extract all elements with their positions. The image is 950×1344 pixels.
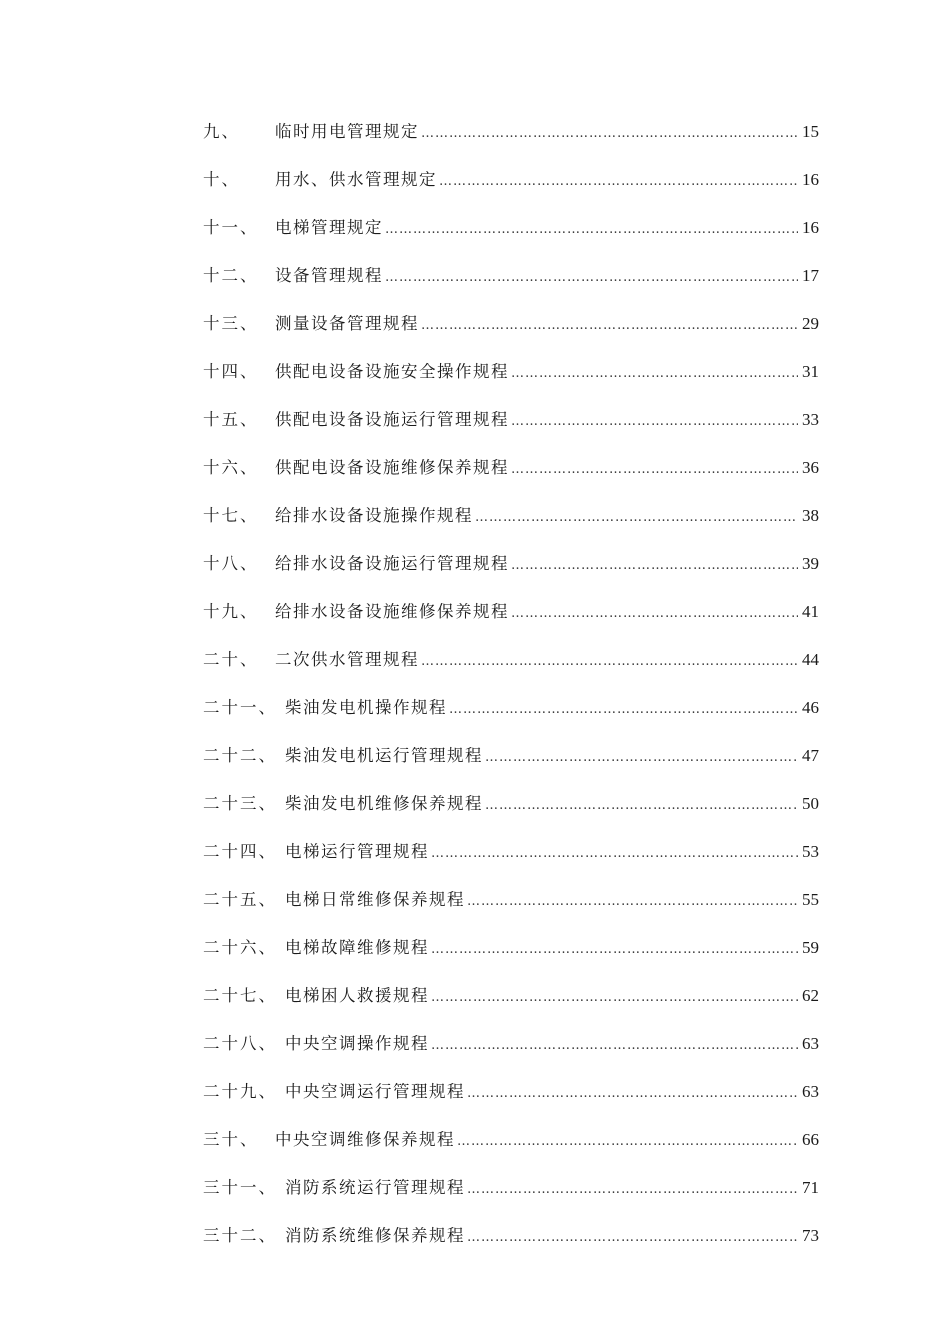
toc-entry-number: 十五、: [203, 410, 259, 429]
toc-entry-title: 测量设备管理规程: [275, 314, 419, 333]
toc-entry-page: 44: [802, 650, 819, 669]
toc-entry-number: 二十六、: [203, 938, 277, 957]
toc-entry-page: 62: [802, 986, 819, 1005]
toc-entry[interactable]: [203, 972, 819, 1020]
toc-dot-leader: [431, 830, 798, 878]
toc-dot-leader: [511, 446, 798, 494]
toc-dot-leader: [467, 1214, 798, 1262]
toc-entry[interactable]: [203, 300, 819, 348]
toc-entry[interactable]: [203, 588, 819, 636]
toc-dot-leader: [439, 158, 798, 206]
toc-entry-number: 九、: [203, 122, 240, 141]
toc-entry-number: 十二、: [203, 266, 259, 285]
toc-dot-leader: [385, 254, 798, 302]
toc-entry-title: 给排水设备设施操作规程: [275, 506, 473, 525]
toc-entry-title: 供配电设备设施维修保养规程: [275, 458, 509, 477]
toc-entry-title: 中央空调运行管理规程: [285, 1082, 465, 1101]
toc-entry-number: 十四、: [203, 362, 259, 381]
toc-entry-number: 二十一、: [203, 698, 277, 717]
toc-entry[interactable]: [203, 204, 819, 252]
toc-dot-leader: [449, 686, 798, 734]
toc-dot-leader: [421, 638, 798, 686]
toc-entry-title: 中央空调维修保养规程: [275, 1130, 455, 1149]
toc-dot-leader: [431, 926, 798, 974]
toc-entry-number: 三十、: [203, 1130, 259, 1149]
toc-entry[interactable]: [203, 108, 819, 156]
toc-dot-leader: [485, 734, 798, 782]
toc-entry[interactable]: [203, 876, 819, 924]
toc-entry[interactable]: [203, 1020, 819, 1068]
toc-entry-page: 63: [802, 1034, 819, 1053]
toc-entry[interactable]: [203, 444, 819, 492]
toc-entry-page: 66: [802, 1130, 819, 1149]
toc-dot-leader: [431, 974, 798, 1022]
toc-entry-page: 73: [802, 1226, 819, 1245]
toc-entry-title: 供配电设备设施安全操作规程: [275, 362, 509, 381]
toc-entry[interactable]: [203, 348, 819, 396]
toc-entry-page: 53: [802, 842, 819, 861]
toc-dot-leader: [457, 1118, 798, 1166]
toc-entry-title: 临时用电管理规定: [275, 122, 419, 141]
toc-entry-page: 16: [802, 218, 819, 237]
toc-entry[interactable]: [203, 1068, 819, 1116]
toc-dot-leader: [475, 494, 798, 542]
toc-entry-number: 十三、: [203, 314, 259, 333]
toc-entry-number: 十一、: [203, 218, 259, 237]
toc-entry-page: 16: [802, 170, 819, 189]
toc-dot-leader: [421, 302, 798, 350]
toc-entry-number: 二十七、: [203, 986, 277, 1005]
toc-dot-leader: [511, 350, 798, 398]
toc-entry-title: 电梯日常维修保养规程: [285, 890, 465, 909]
toc-entry-number: 十九、: [203, 602, 259, 621]
toc-dot-leader: [467, 1070, 798, 1118]
toc-entry-title: 电梯运行管理规程: [285, 842, 429, 861]
toc-entry[interactable]: [203, 252, 819, 300]
toc-entry[interactable]: [203, 924, 819, 972]
toc-entry[interactable]: [203, 1164, 819, 1212]
toc-entry-number: 三十一、: [203, 1178, 277, 1197]
toc-entry-title: 电梯困人救援规程: [285, 986, 429, 1005]
toc-entry-number: 二十二、: [203, 746, 277, 765]
toc-dot-leader: [485, 782, 798, 830]
toc-entry-number: 十八、: [203, 554, 259, 573]
toc-entry[interactable]: [203, 780, 819, 828]
toc-entry-title: 给排水设备设施运行管理规程: [275, 554, 509, 573]
toc-entry[interactable]: [203, 540, 819, 588]
toc-entry-page: 31: [802, 362, 819, 381]
toc-entry-page: 59: [802, 938, 819, 957]
toc-entry[interactable]: [203, 684, 819, 732]
toc-dot-leader: [467, 1166, 798, 1214]
toc-entry-page: 47: [802, 746, 819, 765]
toc-entry-title: 供配电设备设施运行管理规程: [275, 410, 509, 429]
toc-entry-title: 消防系统维修保养规程: [285, 1226, 465, 1245]
toc-entry-number: 十、: [203, 170, 240, 189]
toc-entry-page: 39: [802, 554, 819, 573]
toc-dot-leader: [385, 206, 798, 254]
table-of-contents: [203, 108, 819, 1260]
toc-entry-page: 15: [802, 122, 819, 141]
toc-entry-title: 设备管理规程: [275, 266, 383, 285]
toc-entry[interactable]: [203, 492, 819, 540]
toc-entry-page: 63: [802, 1082, 819, 1101]
toc-entry-page: 46: [802, 698, 819, 717]
toc-dot-leader: [511, 542, 798, 590]
toc-entry[interactable]: [203, 1116, 819, 1164]
toc-entry[interactable]: [203, 732, 819, 780]
toc-entry-page: 36: [802, 458, 819, 477]
toc-entry-page: 33: [802, 410, 819, 429]
toc-entry-number: 二十八、: [203, 1034, 277, 1053]
toc-entry-page: 29: [802, 314, 819, 333]
toc-entry-page: 55: [802, 890, 819, 909]
toc-entry-title: 柴油发电机操作规程: [285, 698, 447, 717]
toc-entry-number: 十六、: [203, 458, 259, 477]
toc-entry-title: 电梯故障维修规程: [285, 938, 429, 957]
toc-entry-title: 柴油发电机运行管理规程: [285, 746, 483, 765]
toc-entry-number: 二十、: [203, 650, 259, 669]
toc-entry-title: 二次供水管理规程: [275, 650, 419, 669]
toc-entry-page: 50: [802, 794, 819, 813]
toc-entry-number: 二十三、: [203, 794, 277, 813]
toc-entry-page: 71: [802, 1178, 819, 1197]
toc-entry-title: 电梯管理规定: [275, 218, 383, 237]
toc-entry-number: 三十二、: [203, 1226, 277, 1245]
toc-entry-page: 38: [802, 506, 819, 525]
toc-entry-title: 中央空调操作规程: [285, 1034, 429, 1053]
toc-entry-number: 二十五、: [203, 890, 277, 909]
toc-entry[interactable]: [203, 828, 819, 876]
toc-dot-leader: [511, 590, 798, 638]
toc-dot-leader: [511, 398, 798, 446]
toc-entry-number: 二十九、: [203, 1082, 277, 1101]
toc-dot-leader: [421, 110, 798, 158]
toc-entry[interactable]: [203, 396, 819, 444]
toc-entry[interactable]: [203, 156, 819, 204]
toc-entry-title: 柴油发电机维修保养规程: [285, 794, 483, 813]
toc-entry-number: 十七、: [203, 506, 259, 525]
toc-entry-page: 17: [802, 266, 819, 285]
toc-entry[interactable]: [203, 636, 819, 684]
toc-entry-title: 给排水设备设施维修保养规程: [275, 602, 509, 621]
toc-dot-leader: [431, 1022, 798, 1070]
toc-entry-number: 二十四、: [203, 842, 277, 861]
toc-entry-title: 消防系统运行管理规程: [285, 1178, 465, 1197]
toc-entry-title: 用水、供水管理规定: [275, 170, 437, 189]
toc-entry[interactable]: [203, 1212, 819, 1260]
toc-entry-page: 41: [802, 602, 819, 621]
toc-dot-leader: [467, 878, 798, 926]
